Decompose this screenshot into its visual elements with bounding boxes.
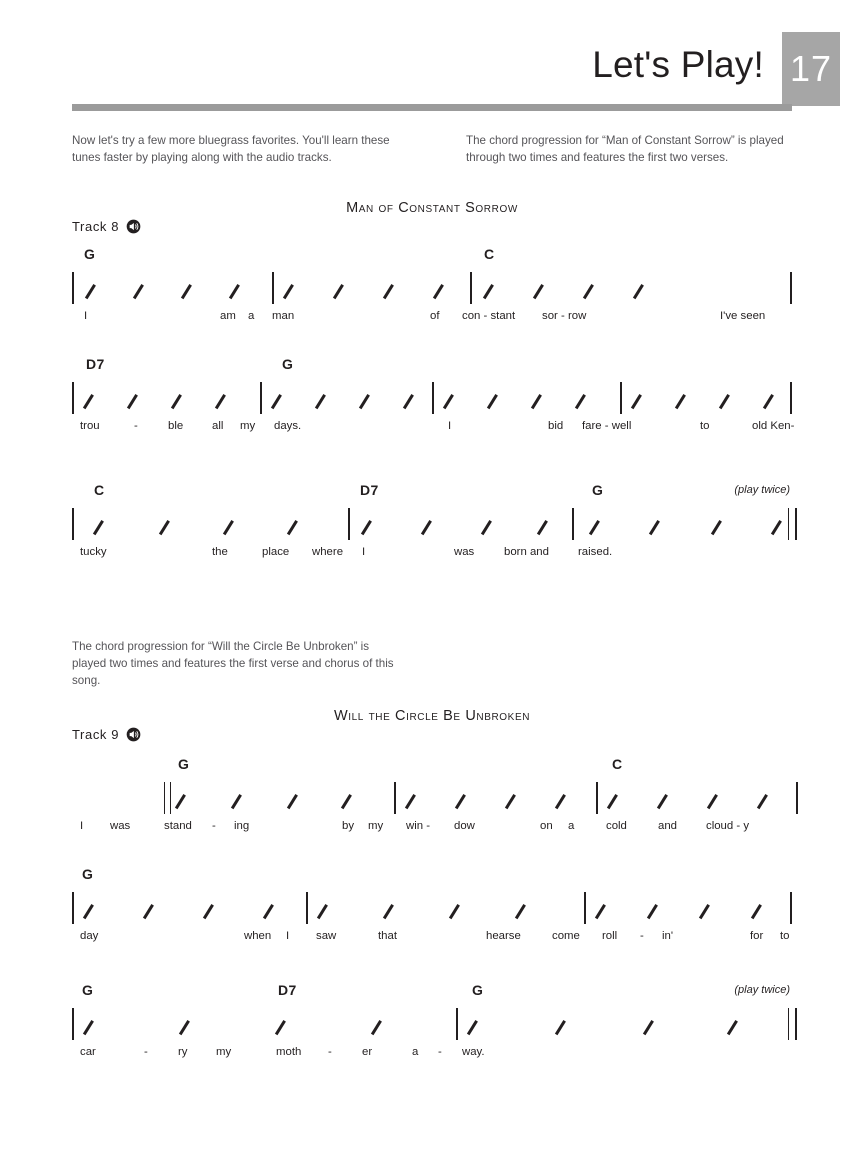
lyric-syllable: when xyxy=(244,930,272,942)
speaker-icon[interactable] xyxy=(126,727,141,742)
lyric-syllable: in' xyxy=(662,930,674,942)
barline xyxy=(432,382,434,414)
rhythm-slash xyxy=(334,275,347,299)
rhythm-slash xyxy=(172,385,185,409)
lyric-syllable: moth xyxy=(276,1046,302,1058)
rhythm-slash xyxy=(84,895,97,919)
barline xyxy=(796,782,798,814)
chord-symbol: G xyxy=(472,982,484,998)
rhythm-slash xyxy=(360,385,373,409)
lyric-syllable: I xyxy=(362,546,366,558)
rhythm-slash xyxy=(468,1011,481,1035)
rhythm-slash xyxy=(596,895,609,919)
speaker-icon[interactable] xyxy=(126,219,141,234)
rhythm-slash xyxy=(288,511,301,535)
rhythm-slash xyxy=(584,275,597,299)
lyric-syllable: my xyxy=(216,1046,232,1058)
track-label-2 xyxy=(72,727,141,742)
rhythm-slash xyxy=(128,385,141,409)
rhythm-slash xyxy=(180,1011,193,1035)
lyric-syllable: the xyxy=(212,546,228,558)
page-title: Let's Play! xyxy=(592,44,764,85)
track-label-2-text: Track 9 xyxy=(72,727,120,742)
lyric-syllable: of xyxy=(430,310,440,322)
lyric-syllable: bid xyxy=(548,420,564,432)
lyric-syllable: born and xyxy=(504,546,549,558)
lyric-row xyxy=(72,820,792,842)
play-twice-marking: (play twice) xyxy=(734,984,790,996)
lyric-syllable: my xyxy=(368,820,384,832)
chord-symbol: D7 xyxy=(86,356,105,372)
barline xyxy=(470,272,472,304)
intro-paragraphs xyxy=(72,132,792,166)
lyric-syllable: by xyxy=(342,820,355,832)
lyric-syllable: er xyxy=(362,1046,373,1058)
rhythm-slash xyxy=(488,385,501,409)
rhythm-slash xyxy=(482,511,495,535)
lyric-syllable: that xyxy=(378,930,397,942)
staff-row xyxy=(72,272,792,306)
rhythm-slash xyxy=(86,275,99,299)
chord-symbol: G xyxy=(282,356,294,372)
rhythm-slash xyxy=(404,385,417,409)
lyric-syllable: my xyxy=(240,420,256,432)
page-header xyxy=(0,0,864,120)
chord-row xyxy=(72,866,792,888)
rhythm-slash xyxy=(224,511,237,535)
staff-row xyxy=(72,508,792,542)
rhythm-slash xyxy=(288,785,301,809)
barline xyxy=(72,272,74,304)
staff-system-2-1 xyxy=(72,756,792,852)
rhythm-slash xyxy=(384,275,397,299)
song-title-2: Will the Circle Be Unbroken xyxy=(333,708,531,724)
rhythm-slash xyxy=(316,385,329,409)
rhythm-slash xyxy=(632,385,645,409)
rhythm-slash xyxy=(182,275,195,299)
rhythm-slash xyxy=(422,511,435,535)
rhythm-slash xyxy=(728,1011,741,1035)
lyric-syllable: a xyxy=(412,1046,419,1058)
rhythm-slash xyxy=(134,275,147,299)
barline xyxy=(620,382,622,414)
final-barline xyxy=(164,782,171,814)
lyric-row xyxy=(72,1046,792,1068)
chord-symbol: G xyxy=(178,756,190,772)
rhythm-slash xyxy=(752,895,765,919)
rhythm-slash xyxy=(532,385,545,409)
rhythm-slash xyxy=(658,785,671,809)
rhythm-slash xyxy=(362,511,375,535)
lyric-syllable: am xyxy=(220,310,236,322)
staff-system-1-3 xyxy=(72,482,792,578)
barline xyxy=(272,272,274,304)
chord-row xyxy=(72,982,792,1004)
chord-row xyxy=(72,482,792,504)
rhythm-slash xyxy=(708,785,721,809)
play-twice-marking: (play twice) xyxy=(734,484,790,496)
lyric-syllable: - xyxy=(144,1046,148,1058)
chord-row xyxy=(72,246,792,268)
intro-paragraph-left: Now let's try a few more bluegrass favorites. You'll learn these tunes faster by playing along with the audio tracks. xyxy=(72,134,390,165)
lyric-syllable: ing xyxy=(234,820,250,832)
chord-row xyxy=(72,756,792,778)
lyric-row xyxy=(72,546,792,568)
chord-symbol: G xyxy=(84,246,96,262)
barline xyxy=(456,1008,458,1040)
lyric-syllable: hearse xyxy=(486,930,521,942)
rhythm-slash xyxy=(230,275,243,299)
barline xyxy=(572,508,574,540)
lyric-syllable: old Ken- xyxy=(752,420,795,432)
lyric-syllable: raised. xyxy=(578,546,613,558)
lyric-syllable: on xyxy=(540,820,553,832)
chord-symbol: D7 xyxy=(278,982,297,998)
rhythm-slash xyxy=(700,895,713,919)
lyric-syllable: where xyxy=(312,546,344,558)
rhythm-slash xyxy=(634,275,647,299)
lyric-syllable: - xyxy=(328,1046,332,1058)
lyric-syllable: I xyxy=(84,310,88,322)
rhythm-slash xyxy=(264,895,277,919)
barline xyxy=(394,782,396,814)
lyric-syllable: way. xyxy=(462,1046,485,1058)
lyric-syllable: car xyxy=(80,1046,96,1058)
rhythm-slash xyxy=(160,511,173,535)
chord-symbol: G xyxy=(82,982,94,998)
barline xyxy=(790,382,792,414)
rhythm-slash xyxy=(84,385,97,409)
lyric-syllable: I've seen xyxy=(720,310,766,322)
rhythm-slash xyxy=(576,385,589,409)
lyric-syllable: win - xyxy=(406,820,431,832)
rhythm-slash xyxy=(232,785,245,809)
rhythm-slash xyxy=(648,895,661,919)
page-number: 17 xyxy=(789,48,833,89)
rhythm-slash xyxy=(484,275,497,299)
lyric-syllable: for xyxy=(750,930,764,942)
lyric-syllable: I xyxy=(80,820,84,832)
lyric-syllable: - xyxy=(212,820,216,832)
lyric-syllable: days. xyxy=(274,420,302,432)
lyric-row xyxy=(72,420,795,442)
song-2-blurb: The chord progression for “Will the Circle Be Unbroken” is played two times and features the first verse and chorus of this song. xyxy=(72,640,394,688)
page-number-box xyxy=(782,32,840,106)
rhythm-slash xyxy=(384,895,397,919)
rhythm-slash xyxy=(434,275,447,299)
rhythm-slash xyxy=(284,275,297,299)
rhythm-slash xyxy=(216,385,229,409)
rhythm-slash xyxy=(406,785,419,809)
lyric-syllable: fare - well xyxy=(582,420,632,432)
final-barline xyxy=(788,1008,797,1040)
staff-system-1-2 xyxy=(72,356,795,452)
rhythm-slash xyxy=(144,895,157,919)
rhythm-slash xyxy=(456,785,469,809)
rhythm-slash xyxy=(590,511,603,535)
rhythm-slash xyxy=(372,1011,385,1035)
staff-row xyxy=(72,382,792,416)
rhythm-slash xyxy=(712,511,725,535)
rhythm-slash xyxy=(608,785,621,809)
rhythm-slash xyxy=(204,895,217,919)
barline xyxy=(260,382,262,414)
rhythm-slash xyxy=(676,385,689,409)
lyric-syllable: and xyxy=(658,820,678,832)
chord-symbol: C xyxy=(612,756,623,772)
rhythm-slash xyxy=(342,785,355,809)
lyric-syllable: ry xyxy=(178,1046,188,1058)
rhythm-slash xyxy=(764,385,777,409)
lyric-syllable: trou xyxy=(80,420,100,432)
lyric-syllable: sor - row xyxy=(542,310,587,322)
track-label-1-text: Track 8 xyxy=(72,219,120,234)
lyric-syllable: cloud - y xyxy=(706,820,750,832)
rhythm-slash xyxy=(444,385,457,409)
rhythm-slash xyxy=(94,511,107,535)
lyric-syllable: cold xyxy=(606,820,627,832)
lyric-syllable: - xyxy=(438,1046,442,1058)
rhythm-slash xyxy=(720,385,733,409)
staff-system-1-1 xyxy=(72,246,792,342)
chord-symbol: G xyxy=(592,482,604,498)
rhythm-slash xyxy=(650,511,663,535)
lyric-syllable: roll xyxy=(602,930,618,942)
chord-row xyxy=(72,356,792,378)
lyric-syllable: to xyxy=(780,930,790,942)
lyric-syllable: - xyxy=(134,420,138,432)
barline xyxy=(348,508,350,540)
lyric-syllable: place xyxy=(262,546,290,558)
lyric-syllable: man xyxy=(272,310,295,322)
song-title-1: Man of Constant Sorrow xyxy=(346,200,518,216)
rhythm-slash xyxy=(516,895,529,919)
barline xyxy=(72,892,74,924)
staff-row xyxy=(72,782,792,816)
lyric-syllable: dow xyxy=(454,820,475,832)
rhythm-slash xyxy=(84,1011,97,1035)
lyric-syllable: con - stant xyxy=(462,310,516,322)
rhythm-slash xyxy=(534,275,547,299)
chord-symbol: G xyxy=(82,866,94,882)
track-label-1 xyxy=(72,219,141,234)
lyric-syllable: come xyxy=(552,930,580,942)
staff-system-2-3 xyxy=(72,982,792,1078)
staff-row xyxy=(72,892,792,926)
lyric-syllable: to xyxy=(700,420,710,432)
rhythm-slash xyxy=(644,1011,657,1035)
barline xyxy=(596,782,598,814)
lyric-syllable: - xyxy=(640,930,644,942)
barline xyxy=(790,272,792,304)
rhythm-slash xyxy=(318,895,331,919)
lyric-syllable: ble xyxy=(168,420,184,432)
barline xyxy=(72,1008,74,1040)
chord-symbol: C xyxy=(484,246,495,262)
intro-paragraph-right: The chord progression for “Man of Constant Sorrow” is played through two times and features the first two verses. xyxy=(466,134,784,165)
lyric-syllable: stand xyxy=(164,820,192,832)
lyric-syllable: all xyxy=(212,420,224,432)
lyric-syllable: a xyxy=(248,310,255,322)
rhythm-slash xyxy=(556,1011,569,1035)
lyric-syllable: saw xyxy=(316,930,337,942)
final-barline xyxy=(788,508,797,540)
lyric-syllable: I xyxy=(286,930,290,942)
barline xyxy=(584,892,586,924)
chord-symbol: D7 xyxy=(360,482,379,498)
lyric-syllable: was xyxy=(110,820,131,832)
lyric-syllable: was xyxy=(454,546,475,558)
barline xyxy=(306,892,308,924)
staff-row xyxy=(72,1008,792,1042)
barline xyxy=(790,892,792,924)
lyric-syllable: a xyxy=(568,820,575,832)
lyric-row xyxy=(72,310,792,332)
rhythm-slash xyxy=(276,1011,289,1035)
rhythm-slash xyxy=(556,785,569,809)
rhythm-slash xyxy=(272,385,285,409)
lyric-syllable: tucky xyxy=(80,546,107,558)
rhythm-slash xyxy=(758,785,771,809)
lyric-row xyxy=(72,930,792,952)
chord-symbol: C xyxy=(94,482,105,498)
rhythm-slash xyxy=(506,785,519,809)
rhythm-slash xyxy=(772,511,785,535)
lyric-syllable: day xyxy=(80,930,99,942)
rhythm-slash xyxy=(538,511,551,535)
barline xyxy=(72,508,74,540)
header-divider xyxy=(72,104,792,111)
lyric-syllable: I xyxy=(448,420,452,432)
staff-system-2-2 xyxy=(72,866,792,962)
rhythm-slash xyxy=(176,785,189,809)
rhythm-slash xyxy=(450,895,463,919)
barline xyxy=(72,382,74,414)
